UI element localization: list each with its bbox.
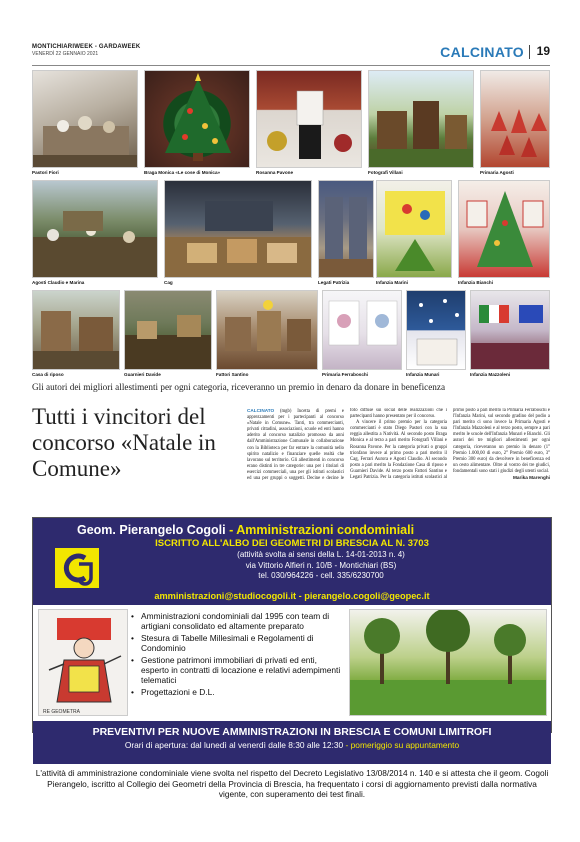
ad-preventivi: PREVENTIVI PER NUOVE AMMINISTRAZIONI IN BRESCIA E COMUNI LIMITROFI <box>92 726 492 738</box>
photo-braga-monica <box>144 70 250 168</box>
photo-caption: Rosanna Pavone <box>256 170 294 175</box>
photo-caption: Infanzia Munari <box>406 372 440 377</box>
photo-caption: Guarnieri Davide <box>124 372 161 377</box>
article-title: Tutti i vincitori del concorso «Natale in Comune» <box>32 404 216 481</box>
section-title: CALCINATO <box>440 44 524 60</box>
photo-caption: Primaria Agosti <box>480 170 514 175</box>
photo-primaria-agosti <box>480 70 550 168</box>
artwork-caption: RE GEOMETRA <box>43 709 80 715</box>
header-divider <box>529 45 530 59</box>
article-paragraph: A vincere il primo premio per la categoria commercianti è stato Diego Pastori con la sua reggia allestita a Natività. Al secondo posto Braga Monica e al terzo a pari merito Fotografi Villani e Rosanna Pavone. Per la categoria privati o gruppi trionfano invece al primo posto a pari merito il Cag, Ferrari Aurora e Agosti Claudio. Al secondo posto a pari merito la Fondazione Casa di riposo e Guarnieri Davide. Al terzo posto Fattori Santino e Legati Patrizia. Per la categoria istituti scolastici al primo posto a pari merito la Primaria Ferraboschi e l'Infanzia Marini, sul secondo gradino del podio a pari merito ci sono invece la Primaria Agosti e l'Infanzia Mazzoleni e al terzo posto, sempre a pari merito le scuole dell'Infanzia Munari e Bianchi. Gli autori dei tre migliori allestimenti per ogni categoria, riceveranno un premio in denaro (1° Premio 1.000,00 di euro, 2° Premio 600 euro, 3° Premio 300 euro) da devolvere in beneficenza ed un cesto alimentare. Oltre al vostro dei tre giudici, fondamentali sono stati i giudizi degli utenti social. <box>350 408 550 481</box>
photo-caption: Legati Patrizia <box>318 280 350 285</box>
ad-services-area <box>33 605 551 721</box>
article-kicker: CALCINATO <box>247 408 275 413</box>
issue-date: VENERDÌ 22 GENNAIO 2021 <box>32 51 99 57</box>
photo-casa-di-riposo <box>32 290 120 370</box>
photo-caption: Casa di riposo <box>32 372 64 377</box>
photo-caption: Infanzia Marini <box>376 280 408 285</box>
ad-email-links[interactable]: amministrazioni@studiocogoli.it - pierangelo.cogoli@geopec.it <box>154 591 430 601</box>
ad-opening-hours: Orari di apertura: dal lunedì al venerdì dalle 8:30 alle 12:30 - pomeriggio su appuntamento <box>124 740 460 750</box>
photo-cag <box>164 180 312 278</box>
photo-guarnieri-davide <box>124 290 212 370</box>
ad-register-line: ISCRITTO ALL'ALBO DEI GEOMETRI DI BRESCIA AL N. 3703 <box>155 538 429 549</box>
photo-caption: Cag <box>164 280 173 285</box>
photo-caption: Fattori Santino <box>216 372 249 377</box>
photo-pastori-fiori <box>32 70 138 168</box>
photo-legati-patrizia <box>318 180 374 278</box>
article-body <box>247 408 550 512</box>
article-byline: Marika Marenghi <box>513 475 550 481</box>
list-item: • Stesura di Tabelle Millesimali e Regolamenti di Condominio <box>131 633 347 654</box>
photo-infanzia-marini <box>376 180 452 278</box>
photo-caption: Pastori Fiori <box>32 170 59 175</box>
ad-business-name: Geom. Pierangelo Cogoli - Amministrazioni condominiali <box>77 523 415 537</box>
photo-caption: Infanzia Bianchi <box>458 280 493 285</box>
article-subhead: Gli autori dei migliori allestimenti per ogni categoria, riceveranno un premio in denaro da donare in beneficenza <box>32 382 446 392</box>
photo-infanzia-munari <box>406 290 466 370</box>
photo-agosti-claudio-marina <box>32 180 158 278</box>
photo-fattori-santino <box>216 290 318 370</box>
photo-caption: Fotografi Villani <box>368 170 403 175</box>
photo-caption: Primaria Ferraboschi <box>322 372 368 377</box>
ad-artwork-re-geometra <box>38 609 128 716</box>
ad-legal-note: L'attività di amministrazione condominiale viene svolta nel rispetto del Decreto Legislativo 13/08/2014 n. 140 e si attesta che il geom. Cogoli Pierangelo, iscritto al Collegio dei Geometri della Provincia di Brescia, ha frequentato i corsi di aggiornamento previsti dalla normativa vigente, con superamento dei test finali. <box>35 768 549 800</box>
ad-contact-info: (attività svolta ai sensi della L. 14-01-2013 n. 4) via Vittorio Alfieri n. 10/B - Montichiari (BS) tel. 030/964226 - cell. 335/6230700 <box>237 550 405 581</box>
ad-footer-band <box>33 721 551 764</box>
list-item: • Progettazioni e D.L. <box>131 687 347 697</box>
list-item: • Gestione patrimoni immobiliari di privati ed enti, esperto in contratti di locazione e relativi adempimenti telematici <box>131 655 347 686</box>
ad-park-photo <box>349 609 547 716</box>
ad-header-band <box>33 518 551 605</box>
cg-monogram-icon <box>55 548 99 588</box>
article-paragraph: CALCINATO (mgb) Incetta di premi e apprezzamenti per i partecipanti al concorso «Natale in Comune». Tanti, tra commercianti, privati cittadini, associazioni, scuole ed enti hanno aderito al concorso natalizio promosso da anni dall'Amministrazione Comunale in collaborazione con la Biblioteca per far entrare la comunità nello spirito natalizio e finanziare quelle realtà che lavorano sul territorio. Gli allestimenti in concorso erano distinti in tre categorie: una per i titolari di esercizi commerciali, una per gli istituti scolastici ed una per gruppi o soggetti. Decine e decine le foto diffuse sui social delle realizzazioni che i partecipanti hanno presentato per il concorso. <box>247 408 447 482</box>
photo-rosanna-pavone <box>256 70 362 168</box>
photo-primaria-ferraboschi <box>322 290 402 370</box>
photo-caption: Infanzia Mazzoleni <box>470 372 511 377</box>
advertisement-cogoli <box>32 517 552 750</box>
photo-caption: Braga Monica «Le cose di Monica» <box>144 170 221 175</box>
photo-infanzia-mazzoleni <box>470 290 550 370</box>
photo-caption: Agosti Claudio e Marina <box>32 280 85 285</box>
publication-name: MONTICHIARIWEEK - GARDAWEEK <box>32 44 141 50</box>
page-number: 19 <box>536 44 550 58</box>
ad-services-list <box>131 611 347 698</box>
photo-infanzia-bianchi <box>458 180 550 278</box>
photo-fotografi-villani <box>368 70 474 168</box>
page-header <box>32 44 550 66</box>
list-item: • Amministrazioni condominiali dal 1995 con team di artigiani consolidato ed altamente preparato <box>131 611 347 632</box>
